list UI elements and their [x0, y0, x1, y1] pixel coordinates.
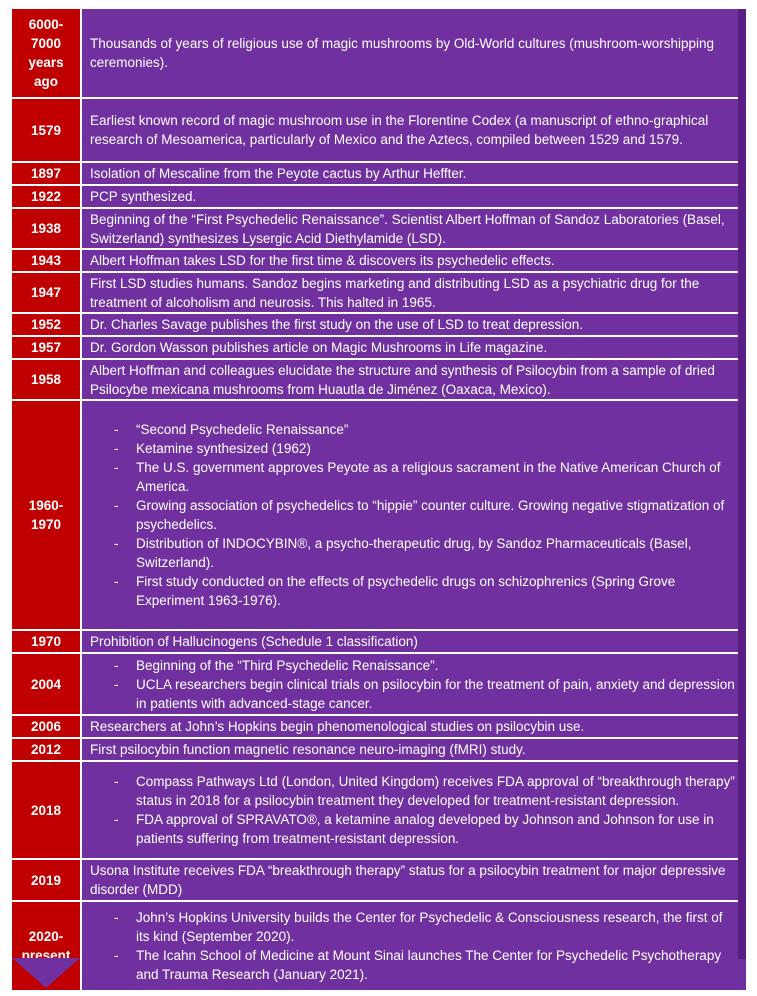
timeline-description [82, 314, 746, 335]
timeline-row [12, 629, 746, 652]
event-list-item: - “Second Psychedelic Renaissance” [90, 420, 736, 439]
timeline-row [12, 760, 746, 858]
timeline-year: 2012 [12, 739, 82, 760]
timeline-description [82, 654, 746, 714]
event-text: First psilocybin function magnetic resonance neuro-imaging (fMRI) study. [90, 742, 526, 757]
timeline-description [82, 360, 746, 399]
timeline-row [12, 399, 746, 629]
timeline-year: 1957 [12, 337, 82, 358]
event-text: Researchers at John’s Hopkins begin phenomenological studies on psilocybin use. [90, 719, 585, 734]
timeline-row [12, 312, 746, 335]
event-list-item: - Beginning of the “Third Psychedelic Renaissance”. [90, 656, 736, 675]
timeline-description [82, 716, 746, 737]
event-text: Earliest known record of magic mushroom use in the Florentine Codex (a manuscript of ethno-graphical research of Mesoamerica, particularly of Mexico and the Aztecs, compiled between 1529 and 1579. [90, 113, 709, 147]
timeline-shadow-edge [738, 9, 746, 959]
timeline-row [12, 335, 746, 358]
event-list-item: - Compass Pathways Ltd (London, United Kingdom) receives FDA approval of “breakthrough therapy” status in 2018 for a psilocybin treatment they developed for treatment-resistant depression. [90, 772, 736, 810]
timeline-description [82, 739, 746, 760]
event-text: Albert Hoffman takes LSD for the first time & discovers its psychedelic effects. [90, 253, 555, 268]
event-list-item: - First study conducted on the effects of psychedelic drugs on schizophrenics (Spring Grove Experiment 1963-1976). [90, 572, 736, 610]
timeline-year: 2020- present [12, 902, 82, 990]
timeline-year: 2004 [12, 654, 82, 714]
timeline-year: 2018 [12, 762, 82, 858]
event-text: Thousands of years of religious use of magic mushrooms by Old-World cultures (mushroom-worshipping ceremonies). [90, 36, 715, 70]
timeline-row [12, 737, 746, 760]
event-text: Prohibition of Hallucinogens (Schedule 1 classification) [90, 634, 418, 649]
timeline-description [82, 401, 746, 629]
timeline-row [12, 714, 746, 737]
event-list-item: - John’s Hopkins University builds the Center for Psychedelic & Consciousness research, the first of its kind (September 2020). [90, 908, 736, 946]
timeline-year: 2006 [12, 716, 82, 737]
timeline-year: 6000- 7000 years ago [12, 9, 82, 97]
event-list [90, 908, 736, 984]
event-text: First LSD studies humans. Sandoz begins marketing and distributing LSD as a psychiatric drug for the treatment of alcoholism and neurosis. This halted in 1965. [90, 275, 700, 310]
timeline-row [12, 858, 746, 900]
timeline-year: 1947 [12, 273, 82, 312]
event-list-item: - The Icahn School of Medicine at Mount Sinai launches The Center for Psychedelic Psychotherapy and Trauma Research (January 2021). [90, 946, 736, 984]
timeline-row [12, 97, 746, 161]
timeline-description [82, 273, 746, 312]
event-text: Albert Hoffman and colleagues elucidate the structure and synthesis of Psilocybin from a sample of dried Psilocybe mexicana mushrooms from Huautla de Jiménez (Oaxaca, Mexico). [90, 362, 715, 397]
timeline-description [82, 99, 746, 161]
event-text: Dr. Charles Savage publishes the first study on the use of LSD to treat depression. [90, 317, 584, 332]
timeline-year: 1970 [12, 631, 82, 652]
timeline-row [12, 9, 746, 97]
timeline-description [82, 902, 746, 990]
timeline-description [82, 209, 746, 248]
timeline-row [12, 900, 746, 990]
event-text: Usona Institute receives FDA “breakthrough therapy” status for a psilocybin treatment for major depressive disorder (MDD) [90, 863, 726, 897]
event-list-item: - Ketamine synthesized (1962) [90, 439, 736, 458]
timeline-row [12, 358, 746, 399]
timeline-description [82, 631, 746, 652]
timeline-row [12, 161, 746, 184]
event-list-item: - FDA approval of SPRAVATO®, a ketamine analog developed by Johnson and Johnson for use in patients suffering from treatment-resistant depression. [90, 810, 736, 848]
event-list-item: - Distribution of INDOCYBIN®, a psycho-therapeutic drug, by Sandoz Pharmaceuticals (Basel, Switzerland). [90, 534, 736, 572]
timeline-description [82, 860, 746, 900]
timeline-description [82, 163, 746, 184]
timeline-description [82, 9, 746, 97]
timeline-year: 1897 [12, 163, 82, 184]
event-list [90, 772, 736, 848]
timeline-year: 1938 [12, 209, 82, 248]
timeline-year: 1943 [12, 250, 82, 271]
timeline-year: 1958 [12, 360, 82, 399]
timeline-year: 1952 [12, 314, 82, 335]
event-text: Dr. Gordon Wasson publishes article on Magic Mushrooms in Life magazine. [90, 340, 548, 355]
timeline-year: 1960- 1970 [12, 401, 82, 629]
timeline-year: 2019 [12, 860, 82, 900]
event-list-item: - Growing association of psychedelics to “hippie” counter culture. Growing negative stigmatization of psychedelics. [90, 496, 736, 534]
timeline-year: 1579 [12, 99, 82, 161]
event-list-item: - The U.S. government approves Peyote as a religious sacrament in the Native American Church of America. [90, 458, 736, 496]
event-text: Beginning of the “First Psychedelic Renaissance”. Scientist Albert Hoffman of Sandoz Laboratories (Basel, Switzerland) synthesizes Lysergic Acid Diethylamide (LSD). [90, 211, 725, 246]
timeline-year: 1922 [12, 186, 82, 207]
timeline-row [12, 652, 746, 714]
timeline-description [82, 250, 746, 271]
event-list [90, 656, 736, 713]
timeline-arrow-tip [12, 958, 80, 988]
timeline-row [12, 184, 746, 207]
event-text: Isolation of Mescaline from the Peyote cactus by Arthur Heffter. [90, 166, 467, 181]
event-list-item: - UCLA researchers begin clinical trials on psilocybin for the treatment of pain, anxiety and depression in patients with advanced-stage cancer. [90, 675, 736, 713]
event-text: PCP synthesized. [90, 189, 197, 204]
timeline-row [12, 207, 746, 248]
timeline-table [12, 9, 746, 990]
timeline-row [12, 248, 746, 271]
event-list [90, 420, 736, 610]
timeline-description [82, 337, 746, 358]
timeline-row [12, 271, 746, 312]
timeline-description [82, 186, 746, 207]
timeline-description [82, 762, 746, 858]
